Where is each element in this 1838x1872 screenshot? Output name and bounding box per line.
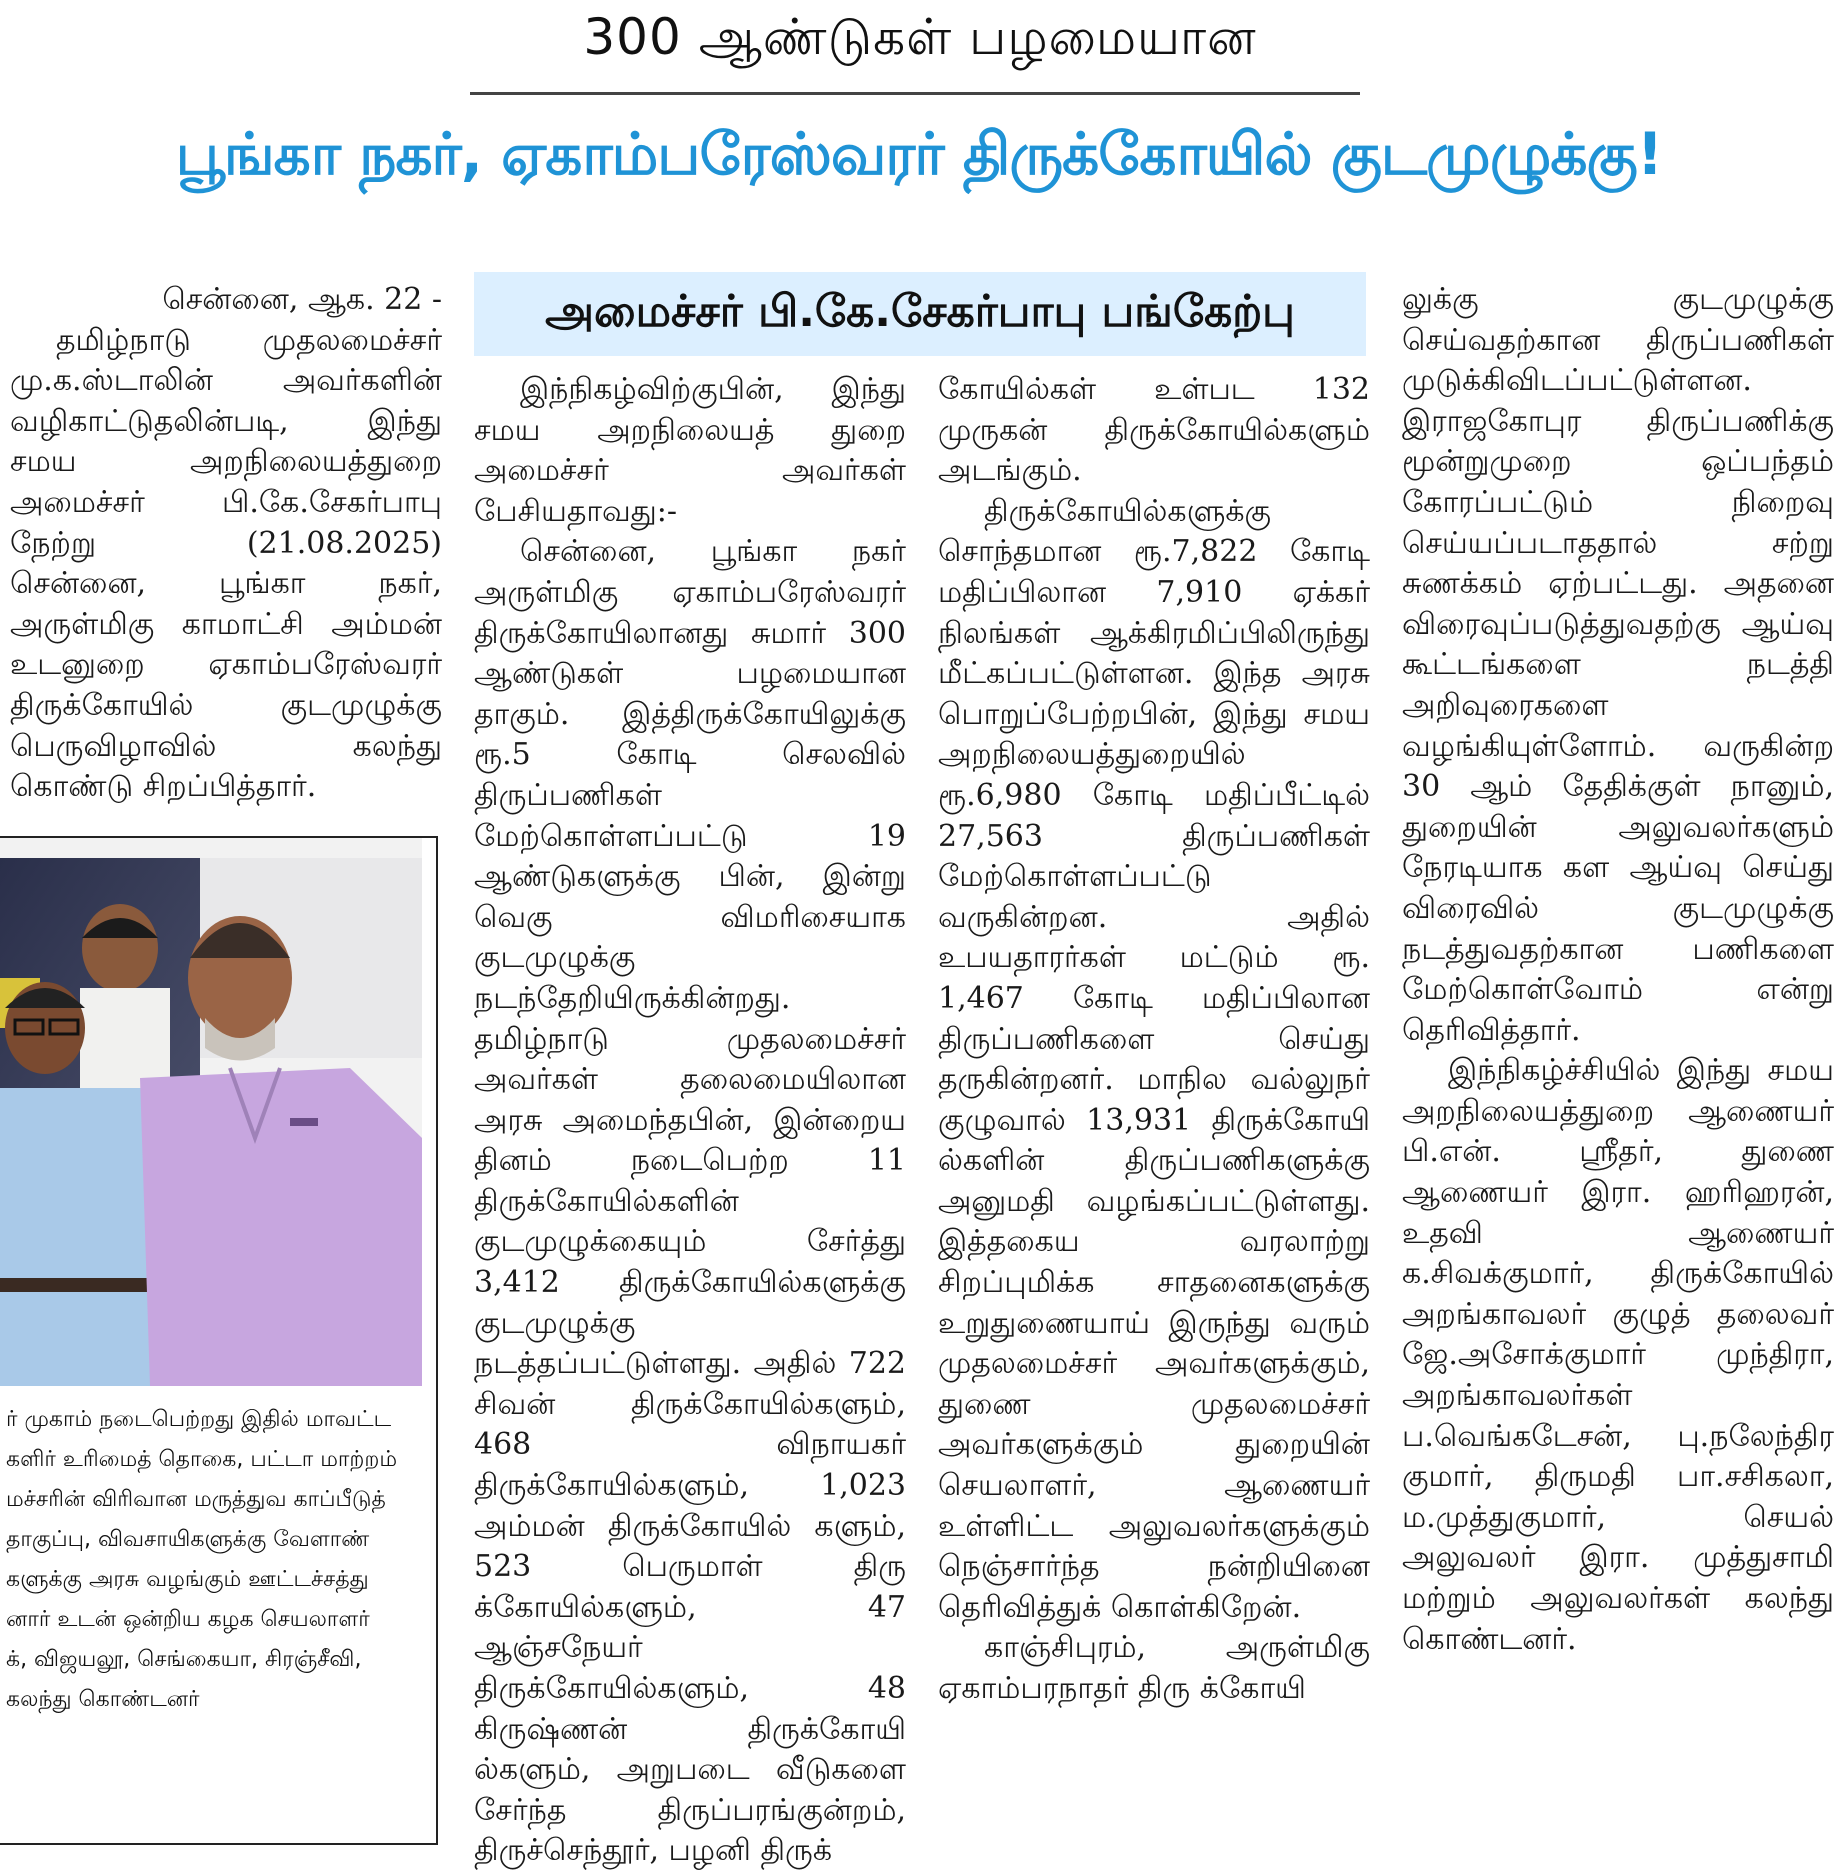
photo-image [0,838,422,1386]
headline: பூங்கா நகர், ஏகாம்பரேஸ்வரர் திருக்கோயில் குடமுழுக்கு! [175,120,1663,188]
article-column-4 [1402,280,1834,1660]
caption-line: ர் முகாம் நடைபெற்றது இதில் மாவட்ட [6,1407,392,1432]
paragraph: திருக்கோயில்களுக்கு சொந்தமான ரூ.7,822 கோடி மதிப்பிலான 7,910 ஏக்கர் நிலங்கள் ஆக்கிரமிப்பிலிருந்து மீட்கப்பட்டுள்ளன. இந்த அரசு பொறுப்பேற்றபின், இந்து சமய அறநிலையத்துறையில் ரூ.6,980 கோடி மதிப்பீட்டில் 27,563 திருப்பணிகள் மேற்கொள்ளப்பட்டு வருகின்றன. அதில் உபயதாரர்கள் மட்டும் ரூ. 1,467 கோடி மதிப்பிலான திருப்பணிகளை செய்து தருகின்றனர். மாநில வல்லுநர் குழுவால் 13,931 திருக்கோயி ல்களின் திருப்பணிகளுக்கு அனுமதி வழங்கப்பட்டுள்ளது. இத்தகைய வரலாற்று சிறப்புமிக்க சாதனைகளுக்கு உறுதுணையாய் இருந்து வரும் முதலமைச்சர் அவர்களுக்கும், துணை முதலமைச்சர் அவர்களுக்கும் துறையின் செயலாளர், ஆணையர் உள்ளிட்ட அலுவலர்களுக்கும் நெஞ்சார்ந்த நன்றியினை தெரிவித்துக் கொள்கிறேன். [938,493,1370,1625]
article-column-3 [938,370,1370,1710]
paragraph: லுக்கு குடமுழுக்கு செய்வதற்கான திருப்பணிகள் முடுக்கிவிடப்பட்டுள்ளன. இராஜகோபுர திருப்பணிக்கு மூன்றுமுறை ஒப்பந்தம் கோரப்பட்டும் நிறைவு செய்யப்படாததால் சற்று சுணக்கம் ஏற்பட்டது. அதனை விரைவுப்படுத்துவதற்கு ஆய்வு கூட்டங்களை நடத்தி அறிவுரைகளை வழங்கியுள்ளோம். வருகின்ற 30 ஆம் தேதிக்குள் நானும், துறையின் அலுவலர்களும் நேரடியாக கள ஆய்வு செய்து விரைவில் குடமுழுக்கு நடத்துவதற்கான பணிகளை மேற்கொள்வோம் என்று தெரிவித்தார். [1402,282,1834,1048]
paragraph: இந்நிகழ்விற்குபின், இந்து சமய அறநிலையத் துறை அமைச்சர் அவர்கள் பேசியதாவது:- [474,372,906,529]
paragraph: தமிழ்நாடு முதலமைச்சர் மு.க.ஸ்டாலின் அவர்களின் வழிகாட்டுதலின்படி, இந்து சமய அறநிலையத்துறை அமைச்சர் பி.கே.சேகர்பாபு நேற்று (21.08.2025) சென்னை, பூங்கா நகர், அருள்மிகு காமாட்சி அம்மன் உடனுறை ஏகாம்பரேஸ்வரர் திருக்கோயில் குடமுழுக்கு பெருவிழாவில் கலந்து கொண்டு சிறப்பித்தார். [10,322,442,805]
kicker-title: 300 ஆண்டுகள் பழமையான [583,8,1257,66]
caption-line: னார் உடன் ஒன்றிய கழக செயலாளர் [6,1607,370,1632]
paragraph: சென்னை, பூங்கா நகர் அருள்மிகு ஏகாம்பரேஸ்வரர் திருக்கோயிலானது சுமார் 300 ஆண்டுகள் பழமையான தாகும். இத்திருக்கோயிலுக்கு ரூ.5 கோடி செலவில் திருப்பணிகள் மேற்கொள்ளப்பட்டு 19 ஆண்டுகளுக்கு பின், இன்று வெகு விமரிசையாக குடமுழுக்கு நடந்தேறியிருக்கின்றது. தமிழ்நாடு முதலமைச்சர் அவர்கள் தலைமையிலான அரசு அமைந்தபின், இன்றைய தினம் நடைபெற்ற 11 திருக்கோயில்களின் குடமுழுக்கையும் சேர்த்து 3,412 திருக்கோயில்களுக்கு குடமுழுக்கு நடத்தப்பட்டுள்ளது. அதில் 722 சிவன் திருக்கோயில்களும், 468 விநாயகர் திருக்கோயில்களும், 1,023 அம்மன் திருக்கோயில் களும், 523 பெருமாள் திரு க்கோயில்களும், 47 ஆஞ்சநேயர் திருக்கோயில்களும், 48 கிருஷ்ணன் திருக்கோயி ல்களும், அறுபடை வீடுகளை சேர்ந்த திருப்பரங்குன்றம், திருச்செந்தூர், பழனி திருக் [474,534,906,1869]
caption-line: கலந்து கொண்டனர் [6,1687,200,1712]
caption-line: க், விஜயலூ, செங்கையா, சிரஞ்சீவி, [6,1647,362,1672]
photo-caption [6,1400,426,1720]
article-column-2 [474,370,906,1872]
paragraph: காஞ்சிபுரம், அருள்மிகு ஏகாம்பரநாதர் திரு க்கோயி [938,1630,1370,1706]
article-column-1 [10,280,442,808]
dateline: சென்னை, ஆக. 22 - [162,282,442,317]
paragraph: இந்நிகழ்ச்சியில் இந்து சமய அறநிலையத்துறை ஆணையர் பி.என். ஸ்ரீதர், துணை ஆணையர் இரா. ஹரிஹரன், உதவி ஆணையர் க.சிவக்குமார், திருக்கோயில் அறங்காவலர் குழுத் தலைவர் ஜே.அசோக்குமார் முந்திரா, அறங்காவலர்கள் ப.வெங்கடேசன், பு.நலேந்திர குமார், திருமதி பா.சசிகலா, ம.முத்துகுமார், செயல் அலுவலர் இரா. முத்துசாமி மற்றும் அலுவலர்கள் கலந்து கொண்டனர். [1402,1053,1834,1657]
paragraph: கோயில்கள் உள்பட 132 முருகன் திருக்கோயில்களும் அடங்கும். [938,372,1370,489]
caption-line: தாகுப்பு, விவசாயிகளுக்கு வேளாண் [6,1527,370,1552]
caption-line: மச்சரின் விரிவான மருத்துவ காப்பீடுத் [6,1487,386,1512]
kicker-rule [470,92,1360,95]
caption-line: களிர் உரிமைத் தொகை, பட்டா மாற்றம் [6,1447,398,1472]
caption-line: களுக்கு அரசு வழங்கும் ஊட்டச்சத்து [6,1567,369,1592]
news-photo [0,836,438,1845]
subheadline: அமைச்சர் பி.கே.சேகர்பாபு பங்கேற்பு [474,272,1366,356]
